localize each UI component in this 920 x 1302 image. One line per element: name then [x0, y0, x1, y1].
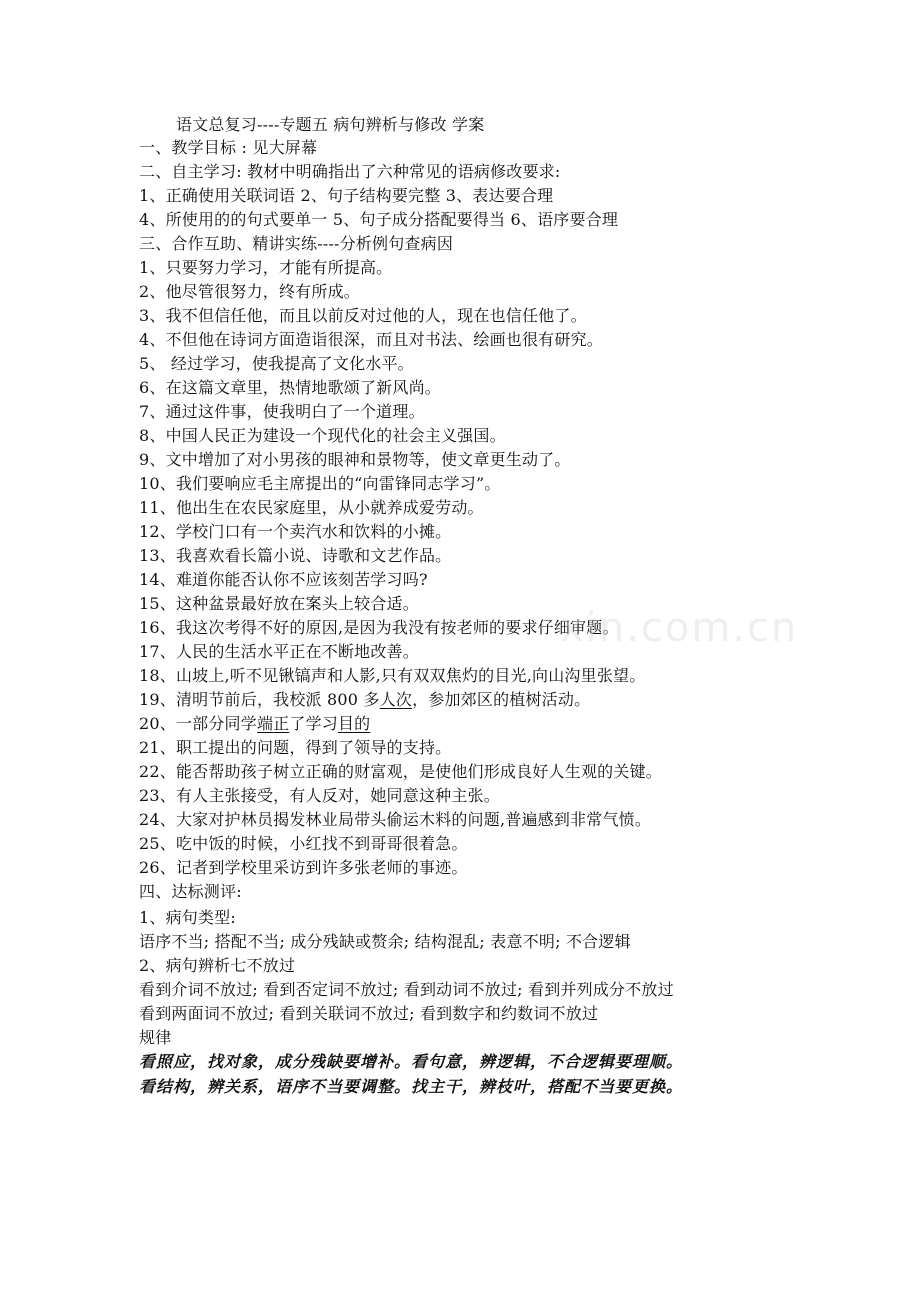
example-sentence: 15、这种盆景最好放在案头上较合适。: [139, 594, 419, 613]
example-sentence: 2、他尽管很努力，终有所成。: [139, 282, 360, 301]
example-sentence: 16、我这次考得不好的原因,是因为我没有按老师的要求仔细审题。: [139, 618, 619, 637]
example-sentence: 8、中国人民正为建设一个现代化的社会主义强国。: [139, 426, 506, 445]
sentence-text: 了学习: [289, 714, 338, 733]
rule-label: 规律: [139, 1028, 172, 1047]
checklist-line-1: 看到介词不放过; 看到否定词不放过; 看到动词不放过; 看到并列成分不放过: [139, 980, 674, 999]
example-sentence: 24、大家对护林员揭发林业局带头偷运木料的问题,普遍感到非常气愤。: [139, 810, 652, 829]
section-heading-goals: 一、教学目标 : 见大屏幕: [139, 138, 318, 157]
example-sentence: 6、在这篇文章里，热情地歌颂了新风尚。: [139, 378, 441, 397]
example-sentence: 3、我不但信任他，而且以前反对过他的人，现在也信任他了。: [139, 306, 587, 325]
example-sentence: 9、文中增加了对小男孩的眼神和景物等，使文章更生动了。: [139, 450, 571, 469]
example-sentence: 22、能否帮助孩子树立正确的财富观，是使他们形成良好人生观的关键。: [139, 762, 662, 781]
example-sentence-19: [139, 688, 590, 712]
example-sentence: 11、他出生在农民家庭里，从小就养成爱劳动。: [139, 498, 484, 517]
example-sentence: 25、吃中饭的时候，小红找不到哥哥很着急。: [139, 834, 468, 853]
error-types-list: 语序不当; 搭配不当; 成分残缺或赘余; 结构混乱; 表意不明; 不合逻辑: [139, 932, 631, 951]
example-sentence: 5、 经过学习，使我提高了文化水平。: [139, 354, 414, 373]
example-sentence: 21、职工提出的问题，得到了领导的支持。: [139, 738, 452, 757]
underlined-word: 端正: [256, 714, 290, 733]
underlined-word: 人次: [379, 690, 413, 709]
example-sentence: 7、通过这件事，使我明白了一个道理。: [139, 402, 425, 421]
example-sentence: 26、记者到学校里采访到许多张老师的事迹。: [139, 858, 468, 877]
example-sentence: 4、不但他在诗词方面造诣很深，而且对书法、绘画也很有研究。: [139, 330, 603, 349]
sentence-text: 20、一部分同学: [139, 714, 257, 733]
sentence-text: 19、清明节前后，我校派 800 多: [139, 690, 380, 709]
example-sentence-20: [139, 712, 370, 736]
section-heading-cooperation: 三、合作互助、精讲实练----分析例句查病因: [139, 234, 454, 253]
rule-line-1: 看照应，找对象，成分残缺要增补。看句意，辨逻辑，不合逻辑要理顺。: [139, 1052, 684, 1071]
example-sentence: 10、我们要响应毛主席提出的“向雷锋同志学习”。: [139, 474, 501, 493]
example-sentence: 1、只要努力学习，才能有所提高。: [139, 258, 393, 277]
rule-line-2: 看结构，辨关系，语序不当要调整。找主干，辨枝叶，搭配不当要更换。: [139, 1077, 684, 1096]
underlined-word: 目的: [337, 714, 371, 733]
example-sentence: 12、学校门口有一个卖汽水和饮料的小摊。: [139, 522, 452, 541]
page-title: 语文总复习----专题五 病句辨析与修改 学案: [176, 115, 485, 134]
test-item-label: 1、病句类型:: [139, 908, 236, 927]
requirement-line-2: 4、所使用的的句式要单一 5、句子成分搭配要得当 6、语序要合理: [139, 210, 619, 229]
example-sentence: 17、人民的生活水平正在不断地改善。: [139, 642, 419, 661]
test-item-label: 2、病句辨析七不放过: [139, 956, 296, 975]
watermark: xin.com.cn: [560, 605, 799, 651]
requirement-line-1: 1、正确使用关联词语 2、句子结构要完整 3、表达要合理: [139, 186, 554, 205]
sentence-text: ，参加郊区的植树活动。: [412, 690, 591, 709]
example-sentence: 14、难道你能否认你不应该刻苦学习吗?: [139, 570, 428, 589]
section-heading-assessment: 四、达标测评:: [139, 882, 242, 901]
checklist-line-2: 看到两面词不放过; 看到关联词不放过; 看到数字和约数词不放过: [139, 1004, 599, 1023]
example-sentence: 13、我喜欢看长篇小说、诗歌和文艺作品。: [139, 546, 452, 565]
example-sentence: 23、有人主张接受，有人反对，她同意这种主张。: [139, 786, 500, 805]
example-sentence: 18、山坡上,听不见锹镐声和人影,只有双双焦灼的目光,向山沟里张望。: [139, 666, 646, 685]
section-heading-self-study: 二、自主学习: 教材中明确指出了六种常见的语病修改要求:: [139, 162, 561, 181]
